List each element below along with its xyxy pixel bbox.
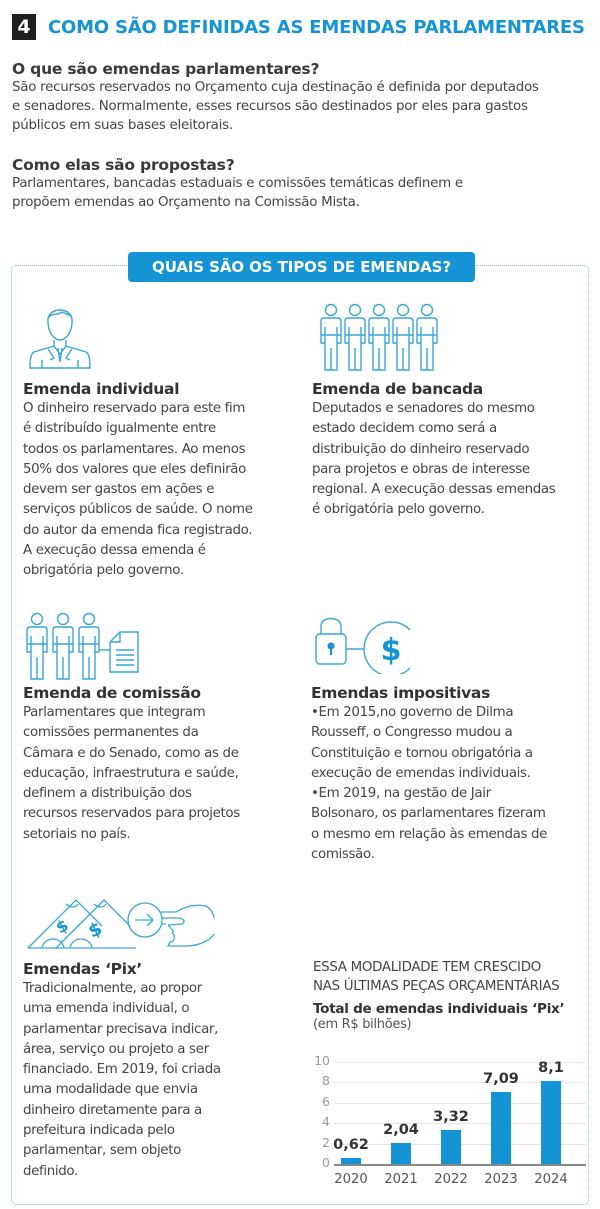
x-tick-label: 2023 [484, 1172, 518, 1187]
card-text-line: distribuição do dinheiro reservado [312, 441, 530, 457]
y-tick-label: 2 [322, 1134, 330, 1150]
card-title: Emendas impositivas [311, 684, 491, 702]
y-tick-label: 8 [322, 1073, 330, 1089]
section-header [12, 14, 585, 40]
card-emenda-bancada [312, 380, 582, 521]
x-tick-label: 2024 [534, 1172, 568, 1187]
section-number-badge: 4 [12, 14, 36, 40]
intro-answer-line: e senadores. Normalmente, esses recursos são destinados por eles para gastos [12, 99, 528, 114]
intro-question: O que são emendas parlamentares? [12, 60, 320, 78]
card-text-line: parlamentar precisava indicar, [23, 1021, 218, 1037]
card-text-line: definem a distribuição dos [23, 786, 192, 802]
three-people-document-icon [24, 612, 142, 680]
card-text-line: setoriais no país. [23, 826, 131, 842]
card-text-line: regional. A execução dessas emendas [312, 482, 556, 498]
card-text-line: •Em 2015,no governo de Dilma [311, 705, 514, 720]
intro-answer-line: públicos em suas bases eleitorais. [12, 118, 233, 133]
card-text-line: •Em 2019, na gestão de Jair [311, 786, 491, 802]
chart-kicker-line: NAS ÚLTIMAS PEÇAS ORÇAMENTÁRIAS [313, 979, 560, 994]
card-text-line: educação, infraestrutura e saúde, [23, 765, 239, 781]
card-text-line: dinheiro diretamente para a [23, 1102, 202, 1118]
card-text-line: estado decidem como será a [312, 421, 497, 437]
card-text-line: área, serviço ou projeto a ser [23, 1041, 209, 1057]
card-text-line: devem ser gastos em ações e [23, 482, 215, 498]
chart-subtitle: (em R$ bilhões) [313, 1017, 412, 1032]
card-text-line: para projetos e obras de interesse [312, 461, 530, 477]
x-tick-label: 2022 [434, 1172, 468, 1187]
page-title: COMO SÃO DEFINIDAS AS EMENDAS PARLAMENTARES [48, 16, 585, 38]
bar-chart [310, 1050, 590, 1187]
chart-header [313, 958, 593, 1032]
x-tick-label: 2020 [334, 1172, 368, 1187]
card-text-line: Deputados e senadores do mesmo [312, 401, 535, 416]
bar-value-label: 3,32 [433, 1109, 469, 1126]
card-text-line: prefeitura indicada pelo [23, 1123, 175, 1139]
card-text-line: 50% dos valores que eles definirão [23, 461, 246, 477]
card-text-line: do autor da emenda fica registrado. [23, 522, 253, 538]
x-axis [334, 1164, 586, 1166]
card-title: Emenda individual [23, 380, 180, 398]
chart-kicker-line: ESSA MODALIDADE TEM CRESCIDO [313, 960, 541, 975]
svg-text:$: $ [380, 633, 402, 668]
card-text-line: é distribuído igualmente entre [23, 421, 216, 437]
card-emenda-comissao [23, 684, 293, 845]
intro-answer-line: Parlamentares, bancadas estaduais e comissões temáticas definem e [12, 176, 463, 191]
card-text-line: é obrigatória pelo governo. [312, 502, 485, 518]
y-tick-label: 10 [314, 1053, 330, 1068]
bar [491, 1092, 511, 1164]
bar [541, 1081, 561, 1164]
bar [391, 1143, 411, 1164]
types-banner: QUAIS SÃO OS TIPOS DE EMENDAS? [128, 252, 475, 282]
card-emenda-individual [23, 380, 293, 582]
card-text-line: Rousseff, o Congresso mudou a [311, 725, 513, 741]
card-text-line: Bolsonaro, os parlamentares fizeram [311, 806, 546, 822]
card-text-line: Constituição e tornou obrigatória a [311, 745, 533, 761]
card-text-line: recursos reservados para projetos [23, 806, 240, 822]
lock-dollar-icon [314, 614, 410, 674]
card-text-line: Tradicionalmente, ao propor [23, 981, 202, 996]
bar-value-label: 8,1 [538, 1060, 564, 1077]
card-text-line: o mesmo em relação às emendas de [311, 826, 548, 842]
card-emendas-pix [23, 960, 293, 1182]
intro-question: Como elas são propostas? [12, 156, 235, 174]
person-suit-icon [28, 300, 92, 370]
intro-how-proposed [12, 156, 592, 212]
card-text-line: uma modalidade que envia [23, 1082, 198, 1098]
card-title: Emenda de bancada [312, 380, 483, 398]
card-text-line: definido. [23, 1163, 78, 1179]
card-text-line: A execução dessa emenda é [23, 543, 206, 559]
card-title: Emenda de comissão [23, 684, 201, 702]
card-text-line: comissão. [311, 847, 375, 863]
card-text-line: O dinheiro reservado para este fim [23, 401, 246, 416]
svg-text:$: $ [85, 918, 106, 943]
card-text-line: obrigatória pelo governo. [23, 563, 184, 579]
bar [441, 1130, 461, 1164]
card-text-line: uma emenda individual, o [23, 1001, 190, 1017]
bar-value-label: 7,09 [483, 1070, 519, 1087]
bar-value-label: 2,04 [383, 1122, 419, 1139]
svg-text:$: $ [52, 915, 72, 938]
card-text-line: Câmara e do Senado, como as de [23, 745, 239, 761]
card-text-line: comissões permanentes da [23, 725, 199, 741]
chart-title: Total de emendas individuais ‘Pix’ [313, 1001, 565, 1017]
card-text-line: execução de emendas individuais. [311, 765, 531, 781]
card-title: Emendas ‘Pix’ [23, 960, 143, 978]
group-of-five-people-icon [318, 303, 448, 371]
x-tick-label: 2021 [384, 1172, 418, 1187]
card-text-line: serviços públicos de saúde. O nome [23, 502, 253, 518]
intro-answer-line: propõem emendas ao Orçamento na Comissão Mista. [12, 195, 360, 210]
y-tick-label: 6 [322, 1093, 330, 1109]
y-tick-label: 0 [322, 1155, 330, 1170]
card-text-line: todos os parlamentares. Ao menos [23, 441, 246, 457]
y-tick-label: 4 [322, 1114, 330, 1130]
intro-what-are [12, 60, 592, 135]
card-emendas-impositivas [311, 684, 581, 865]
card-text-line: parlamentar, sem objeto [23, 1143, 181, 1159]
card-text-line: financiado. Em 2019, foi criada [23, 1062, 221, 1078]
card-text-line: Parlamentares que integram [23, 705, 206, 720]
money-transfer-hand-icon [26, 898, 216, 950]
bar-value-label: 0,62 [333, 1136, 369, 1153]
intro-answer-line: São recursos reservados no Orçamento cuja destinação é definida por deputados [12, 80, 539, 95]
bar [341, 1158, 361, 1164]
